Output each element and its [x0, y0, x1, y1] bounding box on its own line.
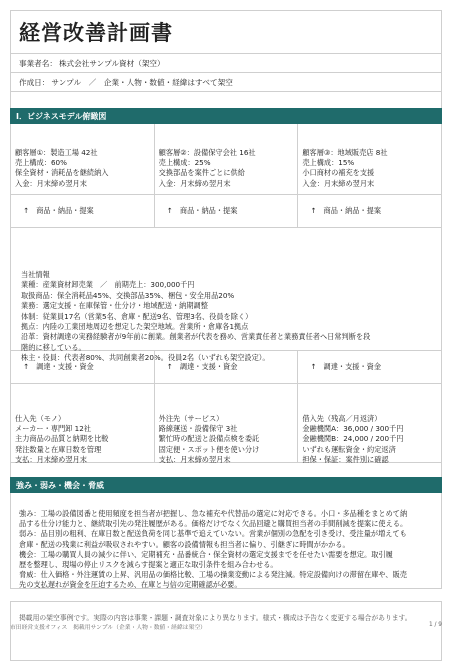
own-company-block [10, 228, 442, 363]
spacer [10, 463, 442, 477]
document-title: 経営改善計画書 [19, 21, 173, 45]
swot-line: 脅威：仕入価格・外注運賃の上昇、汎用品の価格比較、工場の操業変動による発注減。特定設備向けの滞留在庫や、販売 [19, 570, 407, 580]
title-box [10, 10, 442, 54]
section-header-swot: 強み・弱み・機会・脅威 [10, 477, 442, 493]
swot-line: 品する仕分け能力と、継続取引先の発注履歴がある。価格だけでなく欠品回避と購買担当者の手間削減を提案に使える。 [19, 519, 408, 529]
own-company-heading: 当社情報 [21, 270, 50, 279]
customer-name: 顧客層③：地域販売店 8社 [302, 148, 388, 157]
supplier-line: メーカー・専門卸 12社 [15, 424, 91, 434]
supplier-line: 支払：月末締め翌月末 [158, 454, 231, 464]
customer-ratio: 売上構成：15% [302, 158, 355, 168]
supplier-name: 仕入先（モノ） [15, 414, 66, 423]
own-company-line: 株主・役員：代表者80%、共同創業者20%。役員2名（いずれも架空設定）。 [21, 353, 270, 363]
swot-line: 機会：工場の購買人員の減少に伴い、定期補充・品番統合・保全資材の選定支援までを任せたい需要を想定。取引履 [19, 549, 393, 559]
supplier-line: 発注数量と在庫日数を管理 [15, 444, 102, 454]
customer-payment: 入金：月末締め翌月末 [158, 178, 231, 188]
supplier-cell-3 [297, 384, 441, 462]
page-number: 1 / 9 [428, 622, 442, 628]
flow-cell: ↑ 商品・納品・提案 [297, 195, 441, 227]
swot-line: 弱み：品目別の粗利、在庫日数と配送負荷を同じ基準で追えていない。営業が個別の急配を引き受け、受注量が増えても [19, 529, 407, 539]
customer-cell-3 [297, 124, 441, 194]
own-company-line: 拠点：内陸の工業団地周辺を想定した架空地域。営業所・倉庫各1拠点 [21, 322, 249, 332]
customer-name: 顧客層①：製造工場 42社 [15, 148, 98, 157]
company-row [10, 54, 442, 73]
supplier-line: 繁忙時の配送と設備点検を委託 [158, 434, 260, 444]
author-value: サンプル ／ 企業・人物・数値・経緯はすべて架空 [51, 77, 233, 87]
customer-content: 小口商材の補充を支援 [302, 168, 375, 178]
swot-line: 歴を整理し、現場の停止リスクを減らす提案と適正な取引条件を組み合わせる。 [19, 560, 278, 570]
author-label: 作成日： [19, 77, 50, 87]
swot-line: 強み：工場の設備図番と使用頻度を担当者が把握し、急な補充や代替品の選定に対応できる。小口・多品種をまとめて納 [19, 509, 408, 518]
customer-content: 交換部品を案件ごとに供給 [158, 168, 245, 178]
disclaimer-note: 掲載用の架空事例です。実際の内容は事業・課題・調査対象により異なります。様式・構成は予告なく変更する場合があります。 [10, 601, 442, 661]
supplier-line: 金融機関A：36,000 / 300千円 [302, 424, 404, 434]
supplier-line: 支払：月末締め翌月末 [15, 454, 87, 464]
own-company-line: 階的に移している。 [21, 342, 86, 352]
own-company-line: 沿革：資材調達の実務経験者が9年前に創業。創業者が代表を務め、営業責任者と業務責任者へ日常判断を段 [21, 332, 371, 342]
flow-cell: ↑ 調達・支援・資金 [297, 351, 441, 383]
section-header-business-model: Ⅰ．ビジネスモデル俯瞰図 [10, 108, 442, 124]
page-footer [10, 622, 442, 631]
company-name: 株式会社サンプル資材（架空） [58, 58, 165, 68]
author-row [10, 73, 442, 92]
flow-cell: ↑ 商品・納品・提案 [23, 205, 94, 215]
customer-flow-row [10, 195, 442, 228]
supplier-flow-row [10, 351, 442, 384]
own-company-line: 業務：選定支援・在庫保管・仕分け・地域配送・納期調整 [21, 301, 208, 311]
own-company-line: 体制：従業員17名（営業5名、倉庫・配送9名、管理3名、役員を除く） [21, 311, 253, 321]
swot-block [10, 493, 442, 589]
supplier-line: 担保・保証：案件別に確認 [302, 454, 389, 464]
spacer [10, 92, 442, 108]
customer-payment: 入金：月末締め翌月末 [302, 178, 375, 188]
customer-ratio: 売上構成：60% [15, 158, 67, 168]
supplier-line: 固定便・スポット便を使い分け [158, 444, 260, 454]
plan-document [10, 10, 442, 661]
flow-cell: ↑ 調達・支援・資金 [154, 351, 298, 383]
customer-cell-2 [154, 124, 298, 194]
own-company-line: 業種：産業資材卸売業 ／ 前期売上：300,000千円 [21, 280, 195, 290]
supplier-name: 借入先（残高／月返済） [302, 414, 382, 423]
supplier-name: 外注先（サービス） [158, 414, 224, 423]
customer-payment: 入金：月末締め翌月末 [15, 178, 87, 188]
supplier-line: 主力商品の品質と納期を比較 [15, 434, 109, 444]
customer-cell-1 [11, 124, 154, 194]
footer-source: 市田経営支援オフィス 掲載用サンプル（企業・人物・数値・経緯は架空） [10, 625, 206, 631]
customer-ratio: 売上構成：25% [158, 158, 211, 168]
supplier-line: 金融機関B：24,000 / 200千円 [302, 434, 404, 444]
flow-cell: ↑ 調達・支援・資金 [23, 361, 94, 371]
supplier-line: 路線運送・設備保守 3社 [158, 424, 238, 434]
flow-cell: ↑ 商品・納品・提案 [154, 195, 298, 227]
supplier-cell-2 [154, 384, 298, 462]
customer-content: 保全資材・消耗品を継続納入 [15, 168, 109, 178]
supplier-row [10, 384, 442, 463]
own-company-line: 取扱商品：保全消耗品45%、交換部品35%、梱包・安全用品20% [21, 290, 235, 300]
company-label: 事業者名： [19, 58, 57, 68]
customer-name: 顧客層②：設備保守会社 16社 [158, 148, 256, 157]
swot-line: 先の支払遅れが資金を圧迫するため、在庫と与信の定期確認が必要。 [19, 580, 242, 590]
swot-line: 倉庫・配送の残業に利益が吸収されやすい。顧客の設備情報も担当者に偏り、引継ぎに時間がかかる。 [19, 539, 350, 549]
supplier-line: いずれも運転資金・約定返済 [302, 444, 396, 454]
customer-row [10, 124, 442, 195]
supplier-cell-1 [11, 384, 154, 462]
